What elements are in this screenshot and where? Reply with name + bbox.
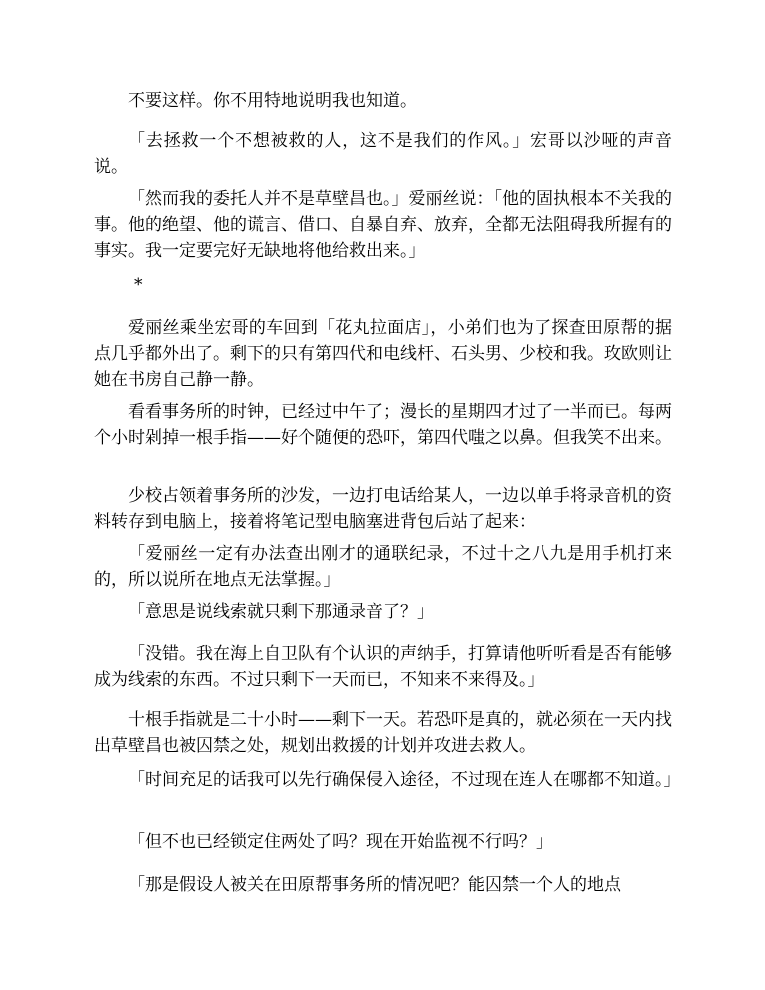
paragraph-13: 「那是假设人被关在田原帮事务所的情况吧？能囚禁一个人的地点 [128, 875, 621, 895]
paragraph-7: 「爱丽丝一定有办法查出刚才的通联纪录，不过十之八九是用手机打来的，所以说所在地点无法掌握。」 [94, 544, 672, 590]
paragraph-8: 「意思是说线索就只剩下那通录音了？」 [128, 602, 434, 622]
paragraph-3: 「然而我的委托人并不是草壁昌也。」爱丽丝说：「他的固执根本不关我的事。他的绝望、他的谎言、借口、自暴自弃、放弃，全都无法阻碍我所握有的事实。我一定要完好无缺地将他给救出来。」 [94, 189, 672, 261]
paragraph-9: 「没错。我在海上自卫队有个认识的声纳手，打算请他听听看是否有能够成为线索的东西。不过只剩下一天而已，不知来不来得及。」 [94, 644, 672, 690]
scene-separator: * [134, 275, 143, 295]
paragraph-2: 「去拯救一个不想被救的人，这不是我们的作风。」宏哥以沙哑的声音说。 [94, 131, 672, 177]
document-page [94, 0, 681, 990]
paragraph-5: 看看事务所的时钟，已经过中午了；漫长的星期四才过了一半而已。每两个小时剁掉一根手指——好个随便的恐吓，第四代嗤之以鼻。但我笑不出来。 [94, 402, 672, 448]
paragraph-4: 爱丽丝乘坐宏哥的车回到「花丸拉面店」，小弟们也为了探查田原帮的据点几乎都外出了。剩下的只有第四代和电线杆、石头男、少校和我。玫欧则让她在书房自己静一静。 [94, 318, 672, 390]
paragraph-11: 「时间充足的话我可以先行确保侵入途径，不过现在连人在哪都不知道。」 [128, 770, 681, 790]
paragraph-12: 「但不也已经锁定住两处了吗？现在开始监视不行吗？」 [128, 832, 553, 852]
paragraph-6: 少校占领着事务所的沙发，一边打电话给某人，一边以单手将录音机的资料转存到电脑上，接着将笔记型电脑塞进背包后站了起来： [94, 486, 672, 532]
paragraph-1: 不要这样。你不用特地说明我也知道。 [128, 91, 417, 111]
paragraph-10: 十根手指就是二十小时——剩下一天。若恐吓是真的，就必须在一天内找出草壁昌也被囚禁之处，规划出救援的计划并攻进去救人。 [94, 710, 672, 756]
